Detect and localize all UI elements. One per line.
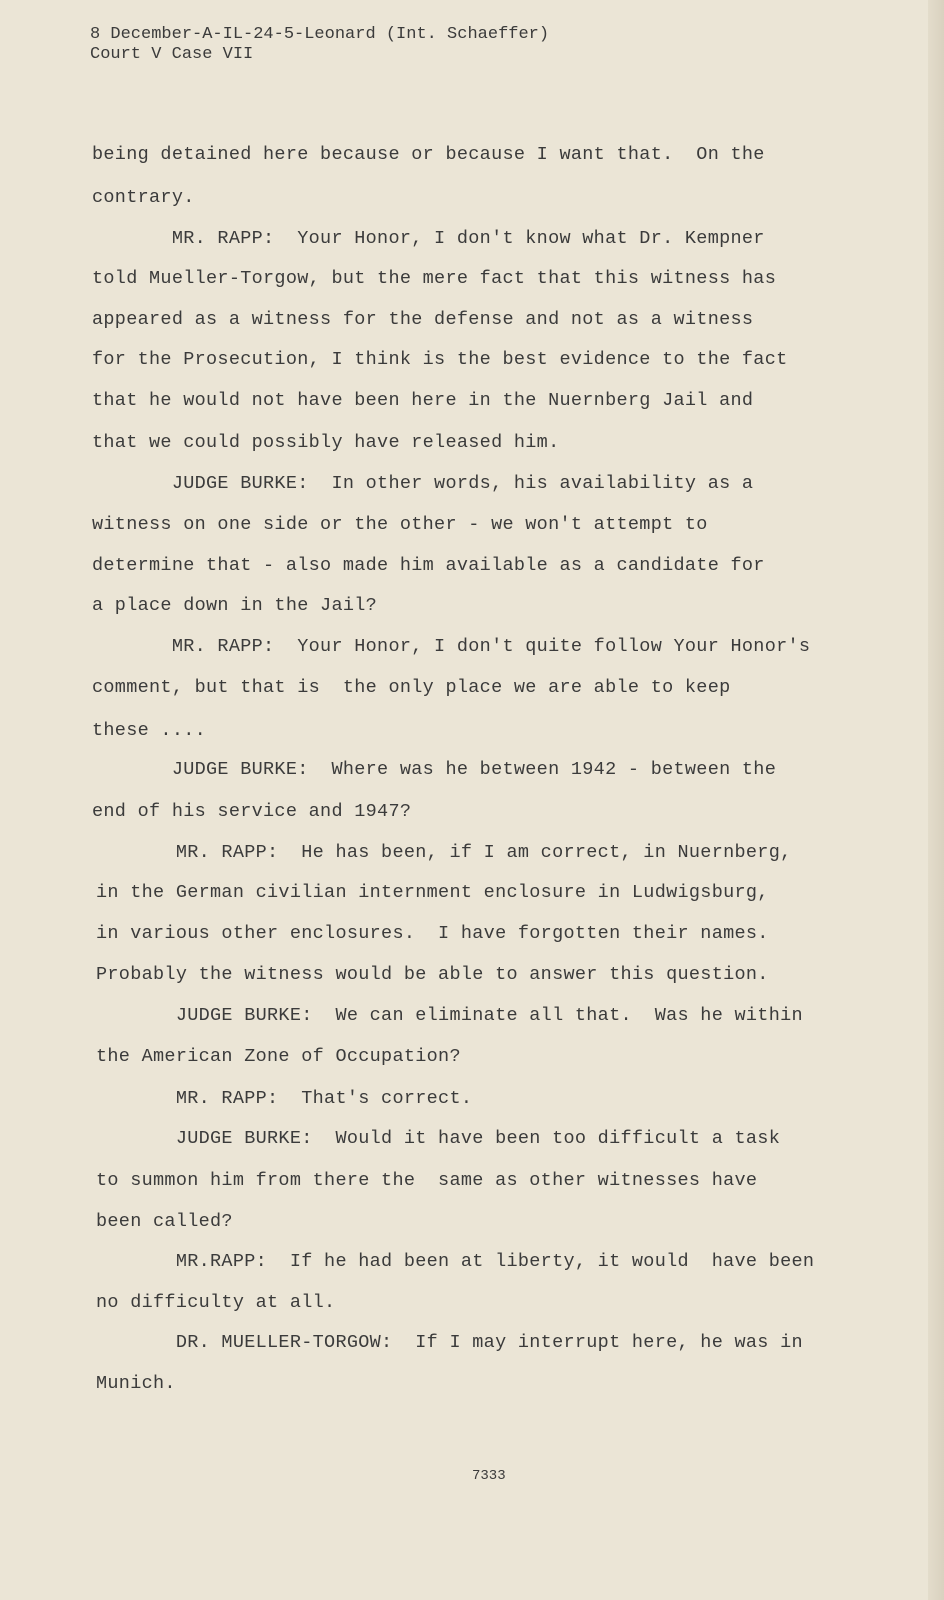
transcript-line: in the German civilian internment enclosure in Ludwigsburg,	[96, 882, 769, 903]
transcript-line: contrary.	[92, 187, 195, 208]
transcript-line: comment, but that is the only place we are able to keep	[92, 677, 731, 698]
transcript-line: JUDGE BURKE: We can eliminate all that. Was he within	[96, 1005, 803, 1026]
transcript-line: MR. RAPP: He has been, if I am correct, in Nuernberg,	[96, 842, 792, 863]
transcript-line: these ....	[92, 720, 207, 741]
transcript-line: been called?	[96, 1211, 233, 1232]
header-line-1: 8 December-A-IL-24-5-Leonard (Int. Schaeffer)	[90, 25, 550, 44]
transcript-line: told Mueller-Torgow, but the mere fact that this witness has	[92, 268, 777, 289]
transcript-line: Probably the witness would be able to answer this question.	[96, 964, 769, 985]
transcript-line: determine that - also made him available as a candidate for	[92, 555, 765, 576]
transcript-line: MR.RAPP: If he had been at liberty, it would have been	[96, 1251, 815, 1272]
transcript-line: appeared as a witness for the defense and not as a witness	[92, 309, 754, 330]
transcript-line: Munich.	[96, 1373, 176, 1394]
transcript-line: DR. MUELLER-TORGOW: If I may interrupt here, he was in	[96, 1332, 803, 1353]
transcript-line: that he would not have been here in the Nuernberg Jail and	[92, 390, 754, 411]
transcript-line: end of his service and 1947?	[92, 801, 412, 822]
transcript-line: for the Prosecution, I think is the best evidence to the fact	[92, 349, 788, 370]
transcript-line: JUDGE BURKE: Where was he between 1942 - between the	[92, 759, 777, 780]
page-number: 7333	[472, 1468, 506, 1484]
paper-edge	[928, 0, 944, 1600]
transcript-line: that we could possibly have released him.	[92, 432, 560, 453]
transcript-line: witness on one side or the other - we won't attempt to	[92, 514, 708, 535]
transcript-line: JUDGE BURKE: In other words, his availability as a	[92, 473, 754, 494]
transcript-line: being detained here because or because I want that. On the	[92, 144, 765, 165]
transcript-line: the American Zone of Occupation?	[96, 1046, 461, 1067]
transcript-line: a place down in the Jail?	[92, 595, 378, 616]
transcript-line: no difficulty at all.	[96, 1292, 336, 1313]
transcript-line: JUDGE BURKE: Would it have been too difficult a task	[96, 1128, 781, 1149]
transcript-line: MR. RAPP: Your Honor, I don't know what Dr. Kempner	[92, 228, 765, 249]
transcript-line: in various other enclosures. I have forgotten their names.	[96, 923, 769, 944]
transcript-line: to summon him from there the same as other witnesses have	[96, 1170, 758, 1191]
transcript-line: MR. RAPP: That's correct.	[96, 1088, 473, 1109]
transcript-line: MR. RAPP: Your Honor, I don't quite follow Your Honor's	[92, 636, 811, 657]
header-line-2: Court V Case VII	[90, 45, 254, 64]
